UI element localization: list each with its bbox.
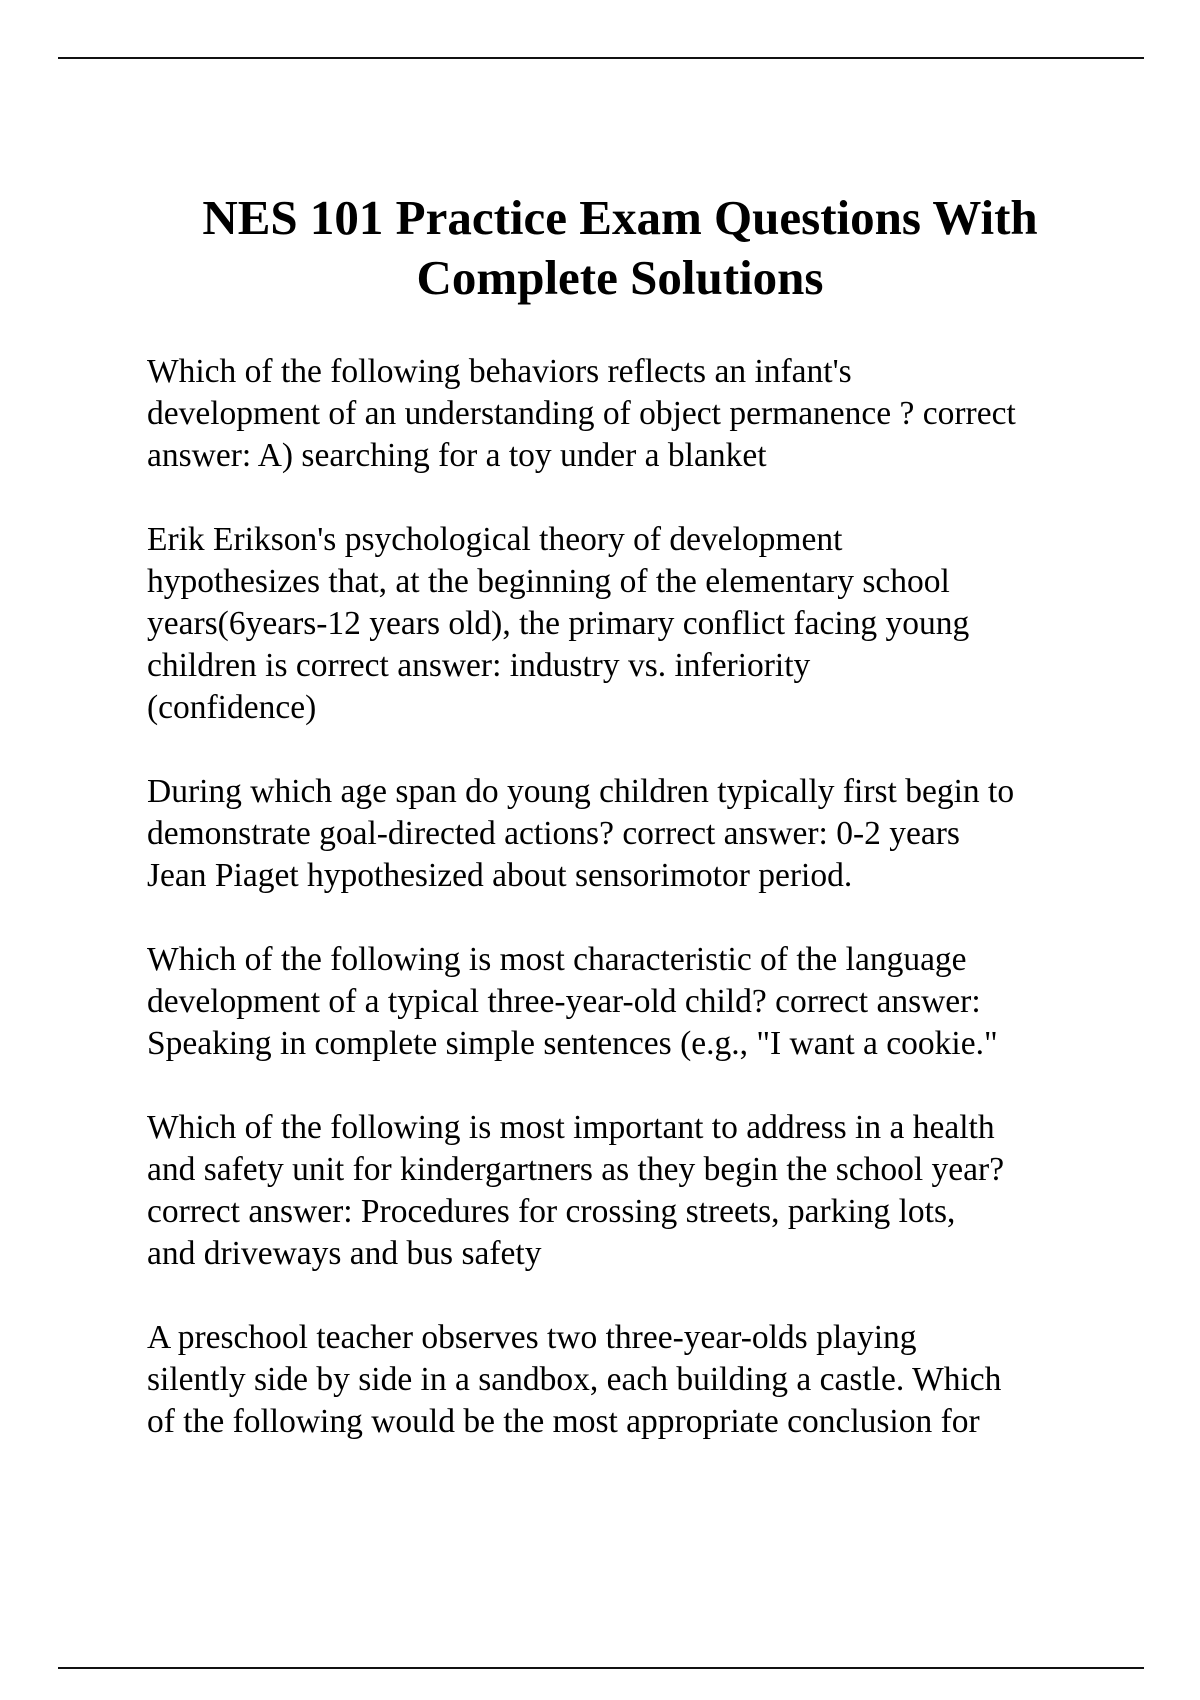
text-line: Jean Piaget hypothesized about sensorimotor period. (147, 857, 853, 894)
text-line: children is correct answer: industry vs. inferiority (147, 647, 811, 684)
page-title (140, 188, 1100, 308)
text-line: silently side by side in a sandbox, each building a castle. Which (147, 1361, 1002, 1398)
text-line: demonstrate goal-directed actions? correct answer: 0-2 years (147, 815, 960, 852)
qa-entry (147, 939, 1107, 1065)
text-line: Which of the following behaviors reflects an infant's (147, 353, 852, 390)
qa-entry (147, 1317, 1107, 1443)
text-line: development of an understanding of object permanence ? correct (147, 395, 1016, 432)
text-line: During which age span do young children typically first begin to (147, 773, 1015, 810)
qa-entry (147, 1107, 1107, 1275)
text-line: (confidence) (147, 689, 317, 726)
qa-entry (147, 351, 1107, 477)
text-line: Speaking in complete simple sentences (e.g., "I want a cookie." (147, 1025, 998, 1062)
text-line: hypothesizes that, at the beginning of the elementary school (147, 563, 950, 600)
text-line: years(6years-12 years old), the primary conflict facing young (147, 605, 970, 642)
text-line: Which of the following is most characteristic of the language (147, 941, 967, 978)
qa-entry (147, 771, 1107, 897)
text-line: answer: A) searching for a toy under a blanket (147, 437, 767, 474)
text-line: Which of the following is most important to address in a health (147, 1109, 995, 1146)
text-line: of the following would be the most appropriate conclusion for (147, 1403, 980, 1440)
text-line: correct answer: Procedures for crossing streets, parking lots, (147, 1193, 956, 1230)
text-line: and safety unit for kindergartners as they begin the school year? (147, 1151, 1005, 1188)
text-line: and driveways and bus safety (147, 1235, 542, 1272)
title-line: Complete Solutions (416, 250, 824, 305)
text-line: development of a typical three-year-old child? correct answer: (147, 983, 981, 1020)
title-line: NES 101 Practice Exam Questions With (202, 190, 1038, 245)
qa-entry (147, 519, 1107, 729)
text-line: Erik Erikson's psychological theory of development (147, 521, 843, 558)
document-body (147, 351, 1107, 1485)
top-rule (58, 57, 1144, 59)
bottom-rule (58, 1667, 1144, 1669)
text-line: A preschool teacher observes two three-year-olds playing (147, 1319, 917, 1356)
